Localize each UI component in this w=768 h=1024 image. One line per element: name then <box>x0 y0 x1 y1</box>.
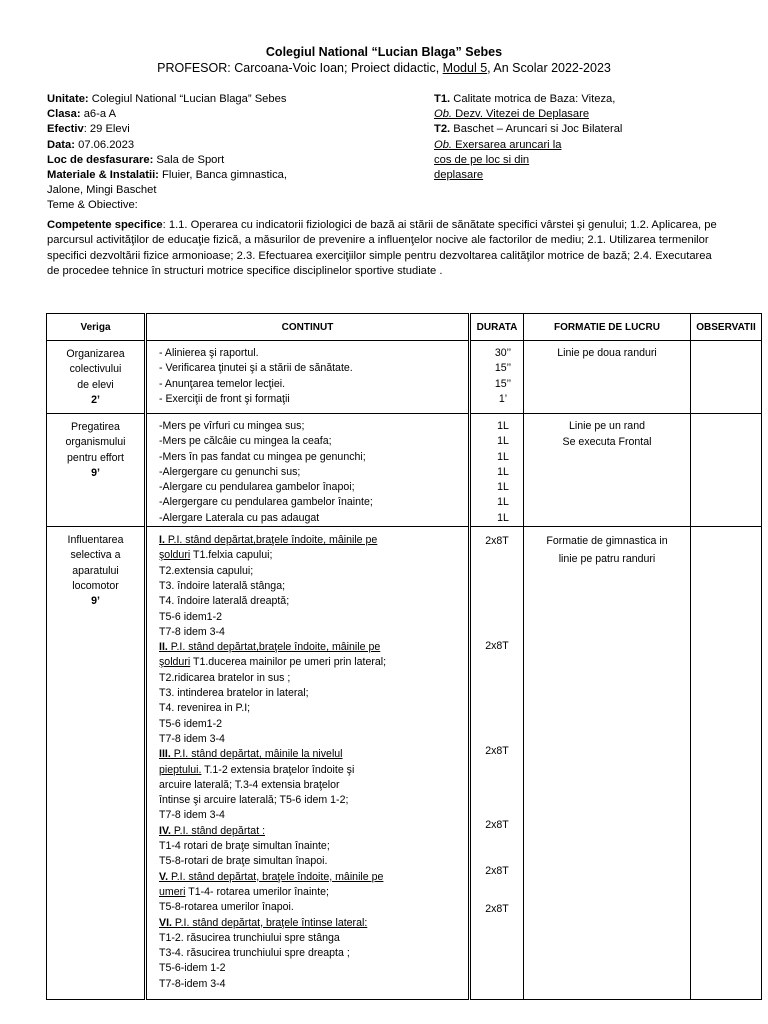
teacher-line: PROFESOR: Carcoana-Voic Ioan; Proiect didactic, Modul 5, An Scolar 2022-2023 <box>157 61 611 75</box>
tema-1: T1. Calitate motrica de Baza: Viteza, <box>434 93 616 105</box>
info-materiale: Materiale & Instalatii: Fluier, Banca gimnastica, <box>47 169 288 182</box>
info-right <box>434 92 694 183</box>
obiectiv-2-line3: deplasare <box>434 169 484 182</box>
table-row <box>47 527 762 1000</box>
obiectiv-1: Ob. Dezv. Vitezei de Deplasare <box>434 108 590 121</box>
veriga-cell: Organizarea colectivului de elevi 2’ <box>47 341 146 414</box>
formatie-cell: Formatie de gimnastica in linie pe patru randuri <box>524 527 691 1000</box>
header-durata: DURATA <box>470 314 524 341</box>
exercise-block-2: II. P.I. stând depărtat,braţele îndoite, mâinile pe şolduri T1.ducerea mainilor pe umeri prin lateral; T2.ridicarea bratelor in sus ; T3. intinderea bratelor in lateral; T4. revenirea in P.I; T5-6 idem1-2 T7-8 idem 3-4 <box>159 641 387 745</box>
observatii-cell <box>691 341 762 414</box>
header-observatii: OBSERVATII <box>691 314 762 341</box>
obiectiv-2: Ob. Exersarea aruncari la <box>434 138 562 151</box>
continut-cell: -Mers pe vîrfuri cu mingea sus; -Mers pe călcâie cu mingea la ceafa; -Mers în pas fandat cu mingea pe genunchi; -Alergergare cu genunchi sus; -Alergare cu pendularea gambelor înapoi; -Alergergare cu pendularea gambelor înainte; -Alergare Laterala cu pas adaugat <box>146 414 470 527</box>
header-veriga: Veriga <box>47 314 146 341</box>
continut-cell <box>146 527 470 1000</box>
exercise-block-4: IV. P.I. stând depărtat : T1-4 rotari de braţe simultan înainte; T5-8-rotari de braţe simultan înapoi. <box>159 824 330 868</box>
modul-label: Modul 5 <box>442 61 488 75</box>
info-materiale-cont: Jalone, Mingi Baschet <box>47 184 157 197</box>
obiectiv-2-line2: cos de pe loc si din <box>434 153 530 166</box>
observatii-cell <box>691 527 762 1000</box>
durata-cell: 1L 1L 1L 1L 1L 1L 1L <box>470 414 524 527</box>
exercise-block-1: I. P.I. stând depărtat,braţele îndoite, mâinile pe şolduri T1.felxia capului; T2.extensia capului; T3. îndoire laterală stânga; T4. îndoire laterală dreaptă; T5-6 idem1-2 T7-8 idem 3-4 <box>159 534 378 638</box>
competente-specifice: Competente specifice: 1.1. Operarea cu indicatorii fiziologici de bază ai stării de sănătate specifici vârstei şi genului; 1.2. Aplicarea, pe parcursul activităţilor de educaţie fizică, a măsurilor de prevenire a influenţelor nocive ale factorilor de mediu; 2.1. Utilizarea termenilor specifici dezvoltării fizice armonioase; 2.3. Efectuarea exerciţiilor simple pentru dezvoltarea calităţilor motrice de bază; 2.4. Executarea de procedee tehnice în structuri motrice specifice disciplinelor sportive studiate . <box>47 219 717 278</box>
info-efectiv: Efectiv: 29 Elevi <box>47 123 130 136</box>
info-unitate: Unitate: Colegiul National “Lucian Blaga” Sebes <box>47 93 287 105</box>
school-title: Colegiul National “Lucian Blaga” Sebes <box>265 45 503 59</box>
tema-2: T2. Baschet – Aruncari si Joc Bilateral <box>434 123 623 136</box>
lesson-table <box>46 313 762 1000</box>
exercise-block-6: VI. P.I. stând depărtat, braţele întinse lateral: T1-2. răsucirea trunchiului spre stânga T3-4. răsucirea trunchiului spre dreapta ; T5-6-idem 1-2 T7-8-idem 3-4 <box>159 916 368 990</box>
info-loc: Loc de desfasurare: Sala de Sport <box>47 153 225 166</box>
info-teme: Teme & Obiective: <box>47 199 138 212</box>
info-clasa: Clasa: a6-a A <box>47 108 117 121</box>
table-row <box>47 341 762 414</box>
info-data: Data: 07.06.2023 <box>47 138 135 151</box>
veriga-cell: Pregatirea organismului pentru effort 9’ <box>47 414 146 527</box>
observatii-cell <box>691 414 762 527</box>
table-header-row <box>47 314 762 341</box>
table-row <box>47 414 762 527</box>
continut-cell: - Alinierea şi raportul. - Verificarea ţinutei şi a stării de sănătate. - Anunţarea temelor lecţiei. - Exerciţii de front şi formaţii <box>146 341 470 414</box>
durata-cell: 30’’ 15’’ 15’’ 1’ <box>470 341 524 414</box>
exercise-block-5: V. P.I. stând depărtat, braţele îndoite, mâinile pe umeri T1-4- rotarea umerilor înainte; T5-8-rotarea umerilor înapoi. <box>159 870 384 914</box>
info-left <box>47 92 387 214</box>
exercise-block-3: III. P.I. stând depărtat, mâinile la nivelul pieptului. T.1-2 extensia braţelor îndoite şi arcuire laterală; T.3-4 extensia braţelor întinse şi arcuire laterală; T5-6 idem 1-2; T7-8 idem 3-4 <box>159 748 355 822</box>
header-formatie: FORMATIE DE LUCRU <box>524 314 691 341</box>
formatie-cell: Linie pe doua randuri <box>524 341 691 414</box>
durata-cell: 2x8T 2x8T 2x8T 2x8T 2x8T 2x8T <box>470 527 524 1000</box>
veriga-cell: Influentarea selectiva a aparatului locomotor 9’ <box>47 527 146 1000</box>
header-continut: CONTINUT <box>146 314 470 341</box>
formatie-cell: Linie pe un rand Se executa Frontal <box>524 414 691 527</box>
